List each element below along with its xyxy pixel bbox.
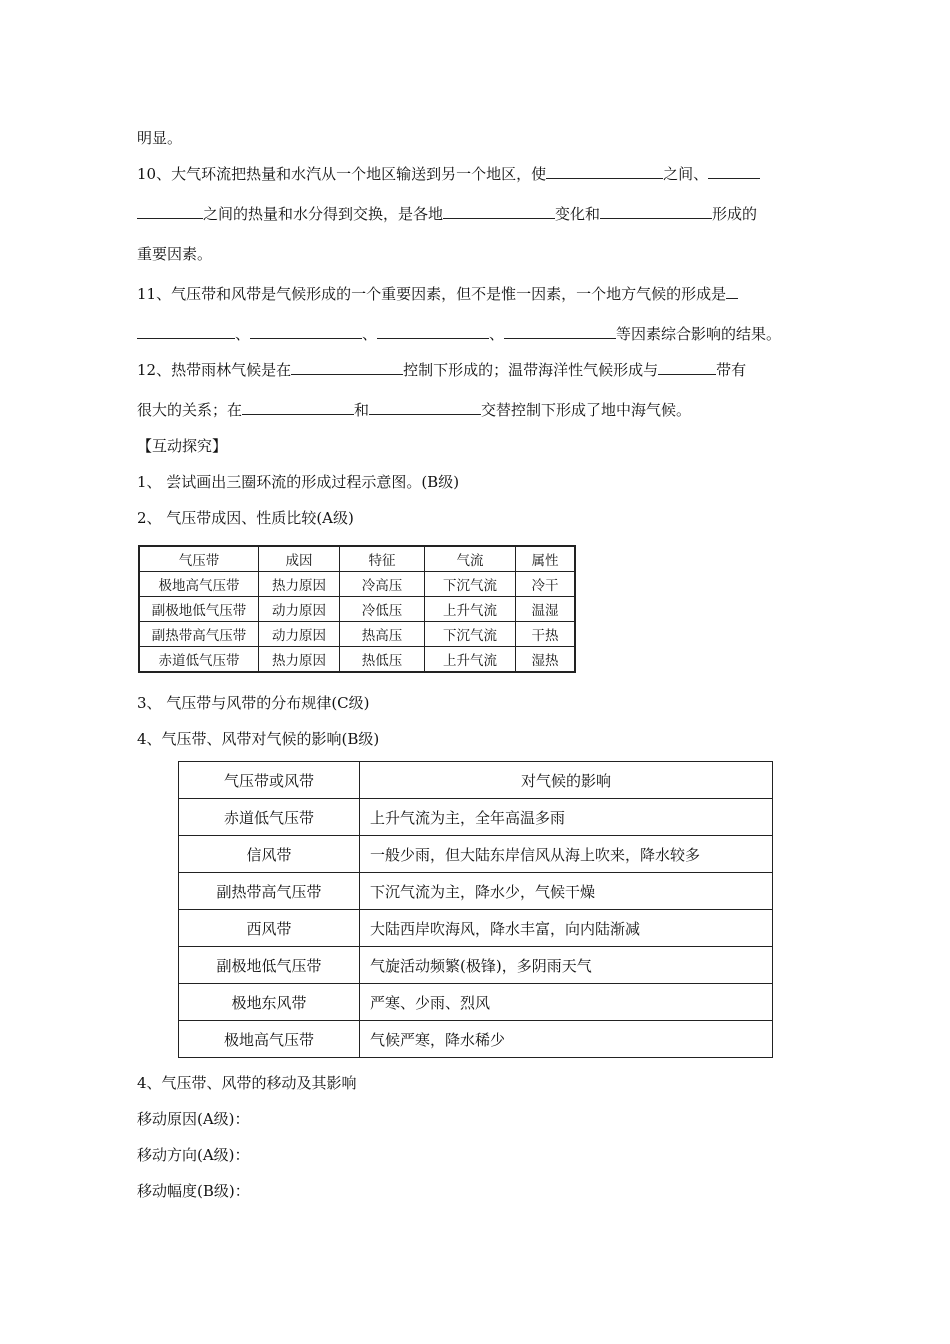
table-cell: 热低压 [340, 647, 425, 673]
table-row [179, 947, 773, 984]
table-cell: 下沉气流 [425, 572, 516, 597]
table-cell: 极地高气压带 [139, 572, 259, 597]
q10-text-4: 变化和 [555, 205, 601, 223]
q12-text-2: 控制下形成的；温带海洋性气候形成与 [403, 361, 659, 379]
intro-line: 明显。 [137, 129, 183, 147]
table-cell: 上升气流为主，全年高温多雨 [360, 799, 773, 836]
q12-text-5: 和 [354, 401, 370, 419]
answer-blank[interactable] [377, 324, 489, 339]
table-row [179, 836, 773, 873]
answer-blank[interactable] [137, 204, 203, 219]
table-cell: 副极地低气压带 [139, 597, 259, 622]
item-3: 3、 气压带与风带的分布规律(C级) [137, 694, 370, 712]
q11-text-end: 等因素综合影响的结果。 [616, 325, 782, 343]
answer-blank[interactable] [137, 324, 235, 339]
table-header-cell: 特征 [340, 546, 425, 572]
question-10-line-2 [137, 204, 757, 224]
q11-sep: 、 [489, 325, 505, 343]
table-cell: 极地高气压带 [179, 1021, 360, 1058]
table-cell: 气旋活动频繁(极锋)，多阴雨天气 [360, 947, 773, 984]
table-header-cell: 成因 [259, 546, 340, 572]
question-10-line-1 [137, 164, 760, 184]
table-cell: 信风带 [179, 836, 360, 873]
table-cell: 动力原因 [259, 597, 340, 622]
table-cell: 热力原因 [259, 647, 340, 673]
q12-text-1: 12、热带雨林气候是在 [137, 361, 292, 379]
question-10-line-3: 重要因素。 [137, 245, 213, 263]
table-cell: 下沉气流 [425, 622, 516, 647]
climate-influence-table [178, 761, 773, 1058]
table-row [139, 572, 575, 597]
table-cell: 冷干 [516, 572, 576, 597]
table-cell: 赤道低气压带 [139, 647, 259, 673]
move-reason: 移动原因(A级)： [137, 1110, 250, 1128]
table-cell: 西风带 [179, 910, 360, 947]
table-cell: 极地东风带 [179, 984, 360, 1021]
q10-text-3: 之间的热量和水分得到交换，是各地 [203, 205, 444, 223]
table-row [139, 622, 575, 647]
move-direction: 移动方向(A级)： [137, 1146, 250, 1164]
table-row [179, 799, 773, 836]
table-cell: 温湿 [516, 597, 576, 622]
question-11-line-1 [137, 284, 738, 304]
q11-sep: 、 [235, 325, 251, 343]
answer-blank[interactable] [708, 164, 760, 179]
answer-blank[interactable] [443, 204, 555, 219]
q11-text-1: 11、气压带和风带是气候形成的一个重要因素，但不是惟一因素，一个地方气候的形成是 [137, 285, 727, 303]
table-row [179, 873, 773, 910]
table-header-cell: 气压带或风带 [179, 762, 360, 799]
item-5: 4、气压带、风带的移动及其影响 [137, 1074, 357, 1092]
answer-blank[interactable] [600, 204, 712, 219]
answer-blank[interactable] [546, 164, 663, 179]
table-cell: 大陆西岸吹海风，降水丰富，向内陆渐减 [360, 910, 773, 947]
table-cell: 严寒、少雨、烈风 [360, 984, 773, 1021]
q10-text-1: 10、大气环流把热量和水汽从一个地区输送到另一个地区，使 [137, 165, 547, 183]
answer-blank[interactable] [658, 360, 716, 375]
table-cell: 热高压 [340, 622, 425, 647]
answer-blank[interactable] [250, 324, 362, 339]
table-row [179, 910, 773, 947]
table-cell: 上升气流 [425, 597, 516, 622]
q10-text-5: 形成的 [712, 205, 758, 223]
item-2: 2、 气压带成因、性质比较(A级) [137, 509, 354, 527]
table-row [139, 597, 575, 622]
move-range: 移动幅度(B级)： [137, 1182, 250, 1200]
answer-blank[interactable] [504, 324, 616, 339]
table-header-cell: 属性 [516, 546, 576, 572]
answer-blank[interactable] [291, 360, 403, 375]
table-cell: 下沉气流为主，降水少，气候干燥 [360, 873, 773, 910]
table-header-cell: 气压带 [139, 546, 259, 572]
q10-text-2: 之间、 [663, 165, 709, 183]
table-cell: 冷高压 [340, 572, 425, 597]
question-11-line-2 [137, 324, 781, 344]
q12-text-6: 交替控制下形成了地中海气候。 [481, 401, 692, 419]
answer-blank[interactable] [369, 400, 481, 415]
table-cell: 副热带高气压带 [139, 622, 259, 647]
table-cell: 动力原因 [259, 622, 340, 647]
table-cell: 热力原因 [259, 572, 340, 597]
table-cell: 干热 [516, 622, 576, 647]
q12-text-3: 带有 [716, 361, 747, 379]
pressure-belt-table [138, 545, 576, 673]
table-header-row [139, 546, 575, 572]
answer-blank[interactable] [242, 400, 354, 415]
q12-text-4: 很大的关系；在 [137, 401, 243, 419]
table-cell: 一般少雨，但大陆东岸信风从海上吹来，降水较多 [360, 836, 773, 873]
table-header-row [179, 762, 773, 799]
table-cell: 副热带高气压带 [179, 873, 360, 910]
table-cell: 赤道低气压带 [179, 799, 360, 836]
item-4: 4、气压带、风带对气候的影响(B级) [137, 730, 380, 748]
table-row [179, 1021, 773, 1058]
answer-blank[interactable] [726, 284, 738, 299]
table-cell: 副极地低气压带 [179, 947, 360, 984]
q11-sep: 、 [362, 325, 378, 343]
table-row [179, 984, 773, 1021]
item-1: 1、 尝试画出三圈环流的形成过程示意图。(B级) [137, 473, 460, 491]
question-12-line-2 [137, 400, 691, 420]
table-cell: 冷低压 [340, 597, 425, 622]
table-header-cell: 气流 [425, 546, 516, 572]
table-cell: 气候严寒，降水稀少 [360, 1021, 773, 1058]
question-12-line-1 [137, 360, 746, 380]
section-title: 【互动探究】 [137, 437, 228, 455]
table-row [139, 647, 575, 673]
table-cell: 湿热 [516, 647, 576, 673]
table-cell: 上升气流 [425, 647, 516, 673]
table-header-cell: 对气候的影响 [360, 762, 773, 799]
